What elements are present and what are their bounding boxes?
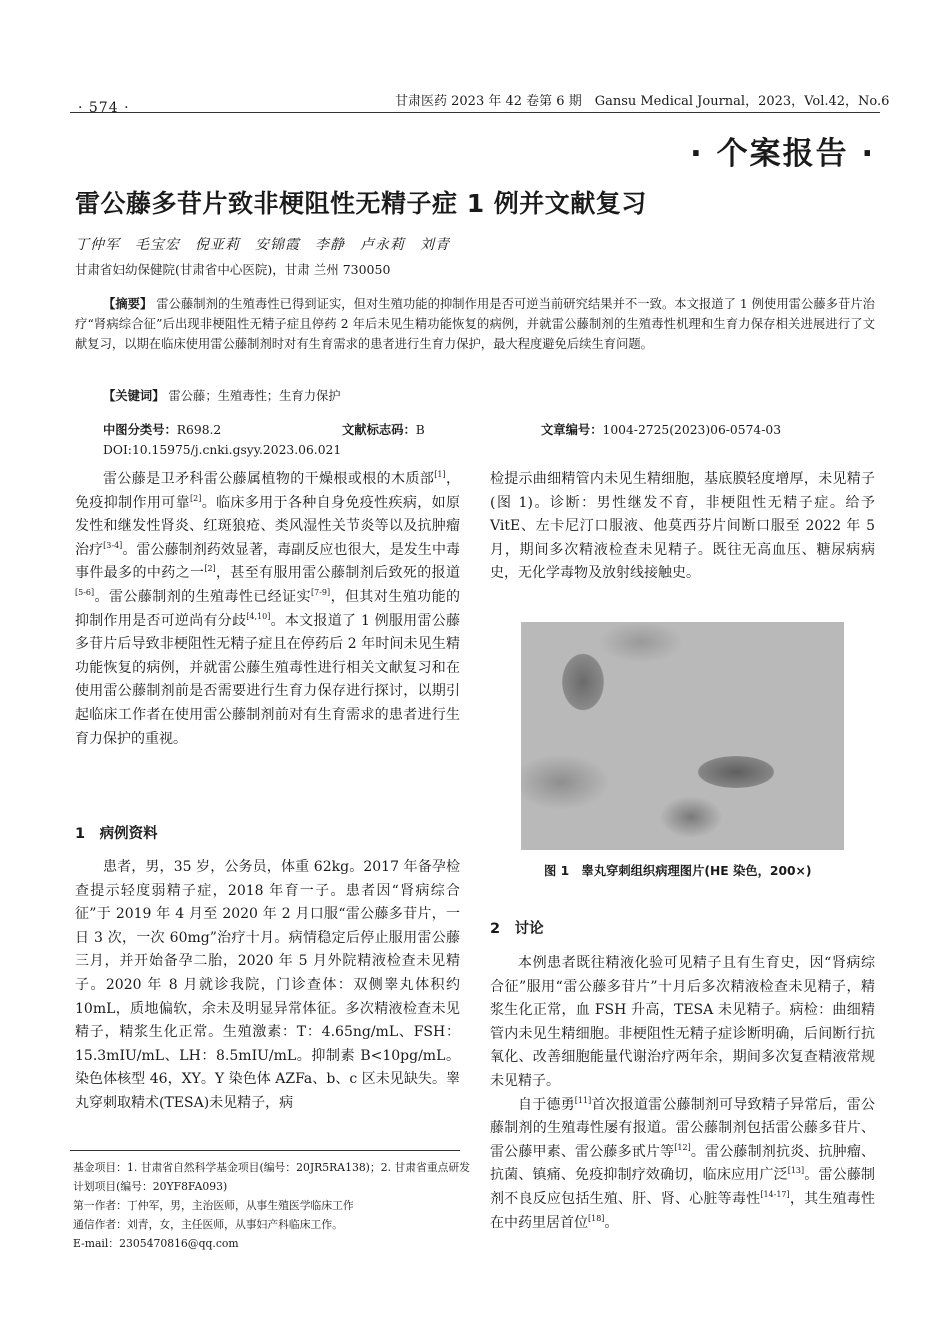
footnotes bbox=[73, 1158, 473, 1253]
intro-paragraph bbox=[75, 468, 460, 751]
intro-text: 。雷公藤制剂药效显著，毒副反应也很大，是发生中毒事件最多的中药之一 bbox=[75, 541, 461, 582]
intro-text: 。雷公藤制剂的生殖毒性已经证实 bbox=[94, 588, 312, 605]
clc-label: 中图分类号： bbox=[103, 423, 177, 437]
case-paragraph: 患者，男，35 岁，公务员，体重 62kg。2017 年备孕检查提示轻度弱精子症，2018 年育一子。患者因“肾病综合征”于 2019 年 4 月至 2020 年 2 月口服“雷公藤多苷片，一日 3 次，一次 60mg”治疗十月。病情稳定后停止服用雷公藤三月，并开始备孕二胎，2020 年 5 月外院精液检查未见精子。2020 年 8 月就诊我院，门诊查体：双侧睾丸体积约 10mL，质地偏软，余未及明显异常体征。多次精液检查未见精子，精浆生化正常。生殖激素：T：4.65ng/mL、FSH：15.3mIU/mL、LH：8.5mIU/mL。抑制素 B<10pg/mL。染色体核型 46，XY。Y 染色体 AZFa、b、c 区未见缺失。睾丸穿刺取精术(TESA)未见精子，病 bbox=[75, 859, 460, 1111]
abstract-label: 【摘要】 bbox=[103, 297, 153, 311]
citation: [13] bbox=[787, 1166, 805, 1176]
intro-text: ，但其对生殖功能的抑制作用是否可逆尚有分歧 bbox=[75, 588, 461, 629]
discussion-text: 。雷公藤制剂不良反应包括生殖、肝、肾、心脏等毒性 bbox=[490, 1167, 876, 1207]
doc-code bbox=[342, 420, 425, 438]
intro-text: 雷公藤是卫矛科雷公藤属植物的干燥根或根的木质部 bbox=[103, 471, 435, 487]
discussion-text: 自于德勇 bbox=[518, 1096, 575, 1113]
keywords-label: 【关键词】 bbox=[103, 389, 165, 403]
histology-figure bbox=[521, 622, 844, 850]
citation: [2] bbox=[189, 493, 202, 503]
first-author-note: 第一作者：丁仲军，男，主治医师，从事生殖医学临床工作 bbox=[73, 1199, 354, 1212]
section1-heading: 1 病例资料 bbox=[75, 826, 158, 842]
fund-note: 基金项目：1. 甘肃省自然科学基金项目(编号：20JR5RA138)；2. 甘肃省重点研发计划项目(编号：20YF8FA093) bbox=[73, 1161, 471, 1193]
footnote-rule bbox=[70, 1150, 460, 1151]
right-column bbox=[490, 468, 875, 586]
doc-label: 文献标志码： bbox=[342, 423, 416, 437]
discussion-paragraph bbox=[490, 1094, 875, 1236]
corresponding-note: 通信作者：刘青，女，主任医师，从事妇产科临床工作。 bbox=[73, 1218, 343, 1231]
citation: [14-17] bbox=[760, 1189, 790, 1199]
keywords-text: 雷公藤；生殖毒性；生育力保护 bbox=[168, 389, 341, 403]
intro-text: 。本文报道了 1 例服用雷公藤多苷片后导致非梗阻性无精子症且在停药后 2 年时间未见生精功能恢复的病例，并就雷公藤生殖毒性进行相关文献复习和在使用雷公藤制剂前是否需要进行生育力保存进行探讨，以期引起临床工作者在使用雷公藤制剂前对有生育需求的患者进行生育力保护的重视。 bbox=[75, 612, 461, 747]
discussion-column bbox=[490, 952, 875, 1235]
article-label: 文章编号： bbox=[541, 423, 603, 437]
abstract bbox=[75, 294, 875, 354]
abstract-text: 雷公藤制剂的生殖毒性已得到证实，但对生殖功能的抑制作用是否可逆当前研究结果并不一致。本文报道了 1 例使用雷公藤多苷片治疗“肾病综合征”后出现非梗阻性无精子症且停药 2 年后未见生精功能恢复的病例，并就雷公藤制剂的生殖毒性机理和生育力保存相关进展进行了文献复习，以期在临床使用雷公藤制剂时对有生育需求的患者进行生育力保护，最大程度避免后续生育问题。 bbox=[75, 297, 875, 351]
email-note[interactable]: E-mail：2305470816@qq.com bbox=[73, 1237, 239, 1250]
keywords bbox=[103, 386, 341, 404]
intro-text: 。临床多用于各种自身免疫性疾病，如原发性和继发性肾炎、红斑狼疮、类风湿性关节炎等以及抗肿瘤治疗 bbox=[75, 494, 461, 558]
citation: [3-4] bbox=[103, 540, 123, 550]
section-label: · 个案报告 · bbox=[690, 136, 876, 172]
discussion-paragraph: 本例患者既往精液化验可见精子且有生育史，因“肾病综合征”服用“雷公藤多苷片”十月后多次精液检查未见精子，精浆生化正常，血 FSH 升高，TESA 未见精子。病检：曲细精管内未见生精细胞。非梗阻性无精子症诊断明确，后间断行抗氧化、改善细胞能量代谢治疗两年余，期间多次复查精液常规未见精子。 bbox=[490, 955, 875, 1089]
affiliation: 甘肃省妇幼保健院(甘肃省中心医院)，甘肃 兰州 730050 bbox=[75, 262, 391, 277]
citation: [5-6] bbox=[75, 587, 95, 597]
discussion-text: ，其生殖毒性在中药里居首位 bbox=[490, 1190, 876, 1231]
article-title: 雷公藤多苷片致非梗阻性无精子症 1 例并文献复习 bbox=[75, 189, 647, 218]
citation: [12] bbox=[674, 1142, 691, 1152]
clc-number bbox=[103, 420, 221, 438]
left-column bbox=[75, 468, 460, 751]
article-number bbox=[541, 420, 781, 438]
citation: [7-9] bbox=[311, 587, 331, 597]
case-column bbox=[75, 856, 460, 1116]
figure-caption: 图 1 睾丸穿刺组织病理图片(HE 染色，200×) bbox=[544, 864, 812, 878]
page-number: · 574 · bbox=[78, 100, 130, 116]
citation: [1] bbox=[434, 470, 446, 479]
doc-value: B bbox=[415, 423, 425, 437]
case-continuation: 检提示曲细精管内未见生精细胞，基底膜轻度增厚，未见精子(图 1)。诊断：男性继发不育，非梗阻性无精子症。给予 VitE、左卡尼汀口服液、他莫西芬片间断口服至 2022 年 5 月，期间多次精液检查未见精子。既往无高血压、糖尿病病史，无化学毒物及放射线接触史。 bbox=[490, 471, 875, 582]
article-value: 1004-2725(2023)06-0574-03 bbox=[602, 423, 782, 437]
section2-heading: 2 讨论 bbox=[490, 921, 544, 937]
discussion-text: 。 bbox=[604, 1214, 619, 1231]
citation: [18] bbox=[588, 1213, 605, 1223]
citation: [2] bbox=[204, 564, 216, 574]
header-rule bbox=[70, 112, 880, 113]
intro-text: ，甚至有服用雷公藤制剂后致死的报道 bbox=[215, 565, 461, 582]
discussion-text: 。雷公藤制剂抗炎、抗肿瘤、抗菌、镇痛、免疫抑制疗效确切，临床应用广泛 bbox=[490, 1143, 876, 1184]
doi: DOI:10.15975/j.cnki.gsyy.2023.06.021 bbox=[103, 443, 342, 457]
intro-text: ，免疫抑制作用可靠 bbox=[75, 471, 461, 511]
citation: [4,10] bbox=[246, 611, 271, 621]
clc-value: R698.2 bbox=[176, 423, 222, 437]
citation: [11] bbox=[574, 1095, 592, 1105]
author-list: 丁仲军 毛宝宏 倪亚莉 安锦霞 李静 卢永莉 刘青 bbox=[75, 237, 450, 253]
discussion-text: 首次报道雷公藤制剂可导致精子异常后，雷公藤制剂的生殖毒性屡有报道。雷公藤制剂包括雷公藤多苷片、雷公藤甲素、雷公藤多甙片等 bbox=[490, 1096, 876, 1160]
journal-header: 甘肃医药 2023 年 42 卷第 6 期 Gansu Medical Journal，2023，Vol.42，No.6 bbox=[395, 94, 890, 109]
